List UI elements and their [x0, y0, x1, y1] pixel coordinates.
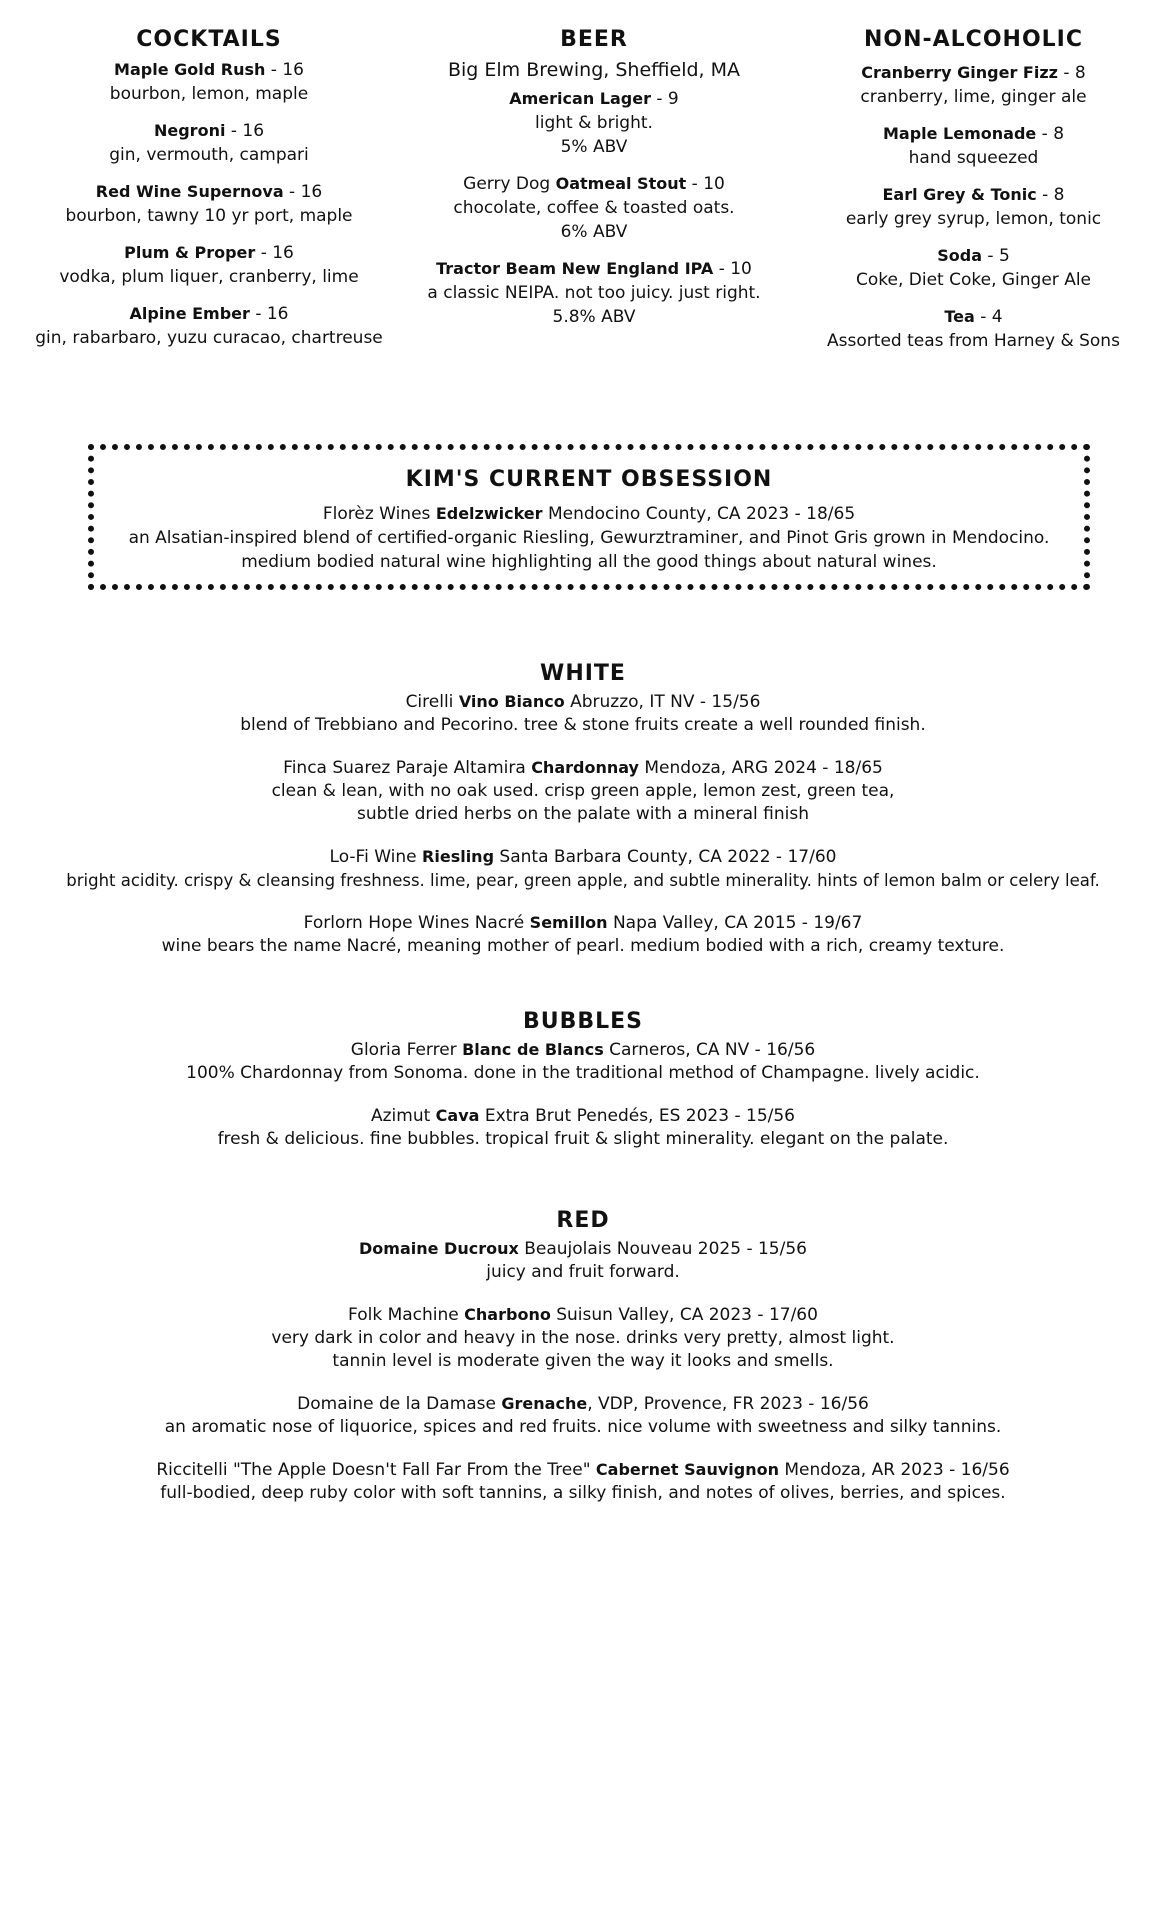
- beer-name: Oatmeal Stout: [555, 174, 687, 193]
- wine-details: Napa Valley, CA 2015 - 19/67: [607, 913, 863, 933]
- beer-desc: a classic NEIPA. not too juicy. just right.: [427, 283, 761, 303]
- cocktail-name: Red Wine Supernova: [95, 182, 284, 201]
- wine-producer: Gloria Ferrer: [350, 1040, 463, 1060]
- cocktail-desc: gin, vermouth, campari: [109, 145, 309, 165]
- drink-item: [786, 122, 1161, 170]
- wine-producer: Domaine de la Damase: [297, 1394, 502, 1414]
- beer-abv: 5% ABV: [560, 137, 628, 157]
- drink-item: [786, 61, 1161, 109]
- wine-name: Chardonnay: [531, 758, 639, 777]
- drink-item: [786, 183, 1161, 231]
- wine-details: Santa Barbara County, CA 2022 - 17/60: [494, 847, 837, 867]
- cocktail-item: [10, 180, 408, 228]
- bubbles-heading: BUBBLES: [522, 1009, 644, 1034]
- beer-name: Tractor Beam New England IPA: [436, 259, 714, 278]
- wine-name: Charbono: [464, 1305, 551, 1324]
- cocktail-price: - 16: [283, 182, 323, 202]
- beer-column: [394, 26, 794, 342]
- beer-abv: 6% ABV: [560, 222, 628, 242]
- feature-wine-title: [94, 502, 1084, 526]
- wine-desc: 100% Chardonnay from Sonoma. done in the traditional method of Champagne. lively acidic.: [186, 1063, 980, 1083]
- wine-details: Extra Brut Penedés, ES 2023 - 15/56: [479, 1106, 795, 1126]
- drink-price: - 8: [1036, 185, 1065, 205]
- wine-producer: Riccitelli "The Apple Doesn't Fall Far From the Tree": [156, 1460, 596, 1480]
- wine-entry: [0, 690, 1166, 737]
- beer-item: [394, 87, 794, 159]
- wine-desc: subtle dried herbs on the palate with a mineral finish: [356, 804, 810, 824]
- feature-producer: Florèz Wines: [322, 504, 436, 524]
- wine-name: Semillon: [529, 913, 608, 932]
- wine-name: Vino Bianco: [458, 692, 565, 711]
- cocktail-desc: vodka, plum liquer, cranberry, lime: [59, 267, 359, 287]
- drink-item: [786, 244, 1161, 292]
- cocktail-item: [10, 302, 408, 350]
- feature-wine-name: Edelzwicker: [435, 504, 543, 523]
- wine-desc: juicy and fruit forward.: [486, 1262, 680, 1282]
- wine-name: Cabernet Sauvignon: [595, 1460, 779, 1479]
- wine-desc: an aromatic nose of liquorice, spices and red fruits. nice volume with sweetness and silky tannins.: [164, 1417, 1002, 1437]
- cocktail-item: [10, 241, 408, 289]
- cocktail-price: - 16: [255, 243, 294, 263]
- beer-abv: 5.8% ABV: [552, 307, 636, 327]
- brewery-name: Big Elm Brewing, Sheffield, MA: [447, 59, 741, 81]
- wine-name: Cava: [435, 1106, 480, 1125]
- wine-details: , VDP, Provence, FR 2023 - 16/56: [587, 1394, 869, 1414]
- beer-prefix: Gerry Dog: [463, 174, 556, 194]
- cocktail-name: Plum & Proper: [124, 243, 256, 262]
- non-alcoholic-heading: NON-ALCOHOLIC: [863, 27, 1083, 52]
- beer-item: [394, 172, 794, 244]
- wine-producer: Finca Suarez Paraje Altamira: [283, 758, 532, 778]
- cocktail-name: Alpine Ember: [129, 304, 250, 323]
- drinks-columns: [0, 26, 1166, 366]
- drink-desc: hand squeezed: [908, 148, 1039, 168]
- wine-entry: [0, 1303, 1166, 1373]
- drink-price: - 4: [974, 307, 1003, 327]
- wine-entry: [0, 1038, 1166, 1085]
- wine-producer: Azimut: [370, 1106, 436, 1126]
- drink-desc: early grey syrup, lemon, tonic: [845, 209, 1102, 229]
- cocktail-price: - 16: [225, 121, 265, 141]
- wine-name: Grenache: [501, 1394, 588, 1413]
- cocktail-price: - 16: [265, 60, 304, 80]
- beer-price: - 9: [650, 89, 679, 109]
- wine-details: Abruzzo, IT NV - 15/56: [564, 692, 761, 712]
- cocktail-item: [10, 58, 408, 106]
- wine-name: Blanc de Blancs: [462, 1040, 604, 1059]
- wine-details: Carneros, CA NV - 16/56: [603, 1040, 816, 1060]
- drink-name: Maple Lemonade: [882, 124, 1037, 143]
- wine-producer: Folk Machine: [348, 1305, 465, 1325]
- wine-details: Mendoza, AR 2023 - 16/56: [778, 1460, 1010, 1480]
- drink-price: - 5: [982, 246, 1010, 266]
- cocktail-desc: bourbon, tawny 10 yr port, maple: [65, 206, 353, 226]
- wine-name: Riesling: [422, 847, 495, 866]
- wine-desc: wine bears the name Nacré, meaning mother of pearl. medium bodied with a rich, creamy texture.: [161, 936, 1005, 956]
- cocktail-item: [10, 119, 408, 167]
- wine-entry: [0, 845, 1166, 892]
- drink-desc: cranberry, lime, ginger ale: [860, 87, 1087, 107]
- drink-name: Cranberry Ginger Fizz: [861, 63, 1058, 82]
- wine-desc: clean & lean, with no oak used. crisp green apple, lemon zest, green tea,: [271, 781, 895, 801]
- wine-details: Beaujolais Nouveau 2025 - 15/56: [518, 1239, 807, 1259]
- drink-desc: Coke, Diet Coke, Ginger Ale: [855, 270, 1092, 290]
- wine-details: Suisun Valley, CA 2023 - 17/60: [550, 1305, 818, 1325]
- wine-desc: tannin level is moderate given the way it looks and smells.: [332, 1351, 834, 1371]
- red-heading: RED: [556, 1208, 610, 1233]
- drink-name: Tea: [944, 307, 975, 326]
- wine-details: Mendoza, ARG 2024 - 18/65: [638, 758, 883, 778]
- drink-item: [786, 305, 1161, 353]
- wine-entry: [0, 756, 1166, 826]
- featured-wine-box: [88, 444, 1090, 590]
- beer-desc: light & bright.: [535, 113, 653, 133]
- wine-desc: bright acidity. crispy & cleansing freshness. lime, pear, green apple, and subtle minerality. hints of lemon balm or celery leaf.: [66, 871, 1100, 890]
- feature-desc: an Alsatian-inspired blend of certified-organic Riesling, Gewurztraminer, and Pinot Gris grown in Mendocino.: [128, 528, 1050, 548]
- wine-producer: Cirelli: [405, 692, 459, 712]
- beer-price: - 10: [713, 259, 752, 279]
- wine-producer: Lo-Fi Wine: [329, 847, 423, 867]
- non-alcoholic-column: [786, 26, 1161, 366]
- drink-price: - 8: [1057, 63, 1086, 83]
- feature-desc: medium bodied natural wine highlighting all the good things about natural wines.: [241, 552, 937, 572]
- wine-producer: Forlorn Hope Wines Nacré: [303, 913, 530, 933]
- cocktail-name: Maple Gold Rush: [114, 60, 266, 79]
- wine-desc: fresh & delicious. fine bubbles. tropical fruit & slight minerality. elegant on the palate.: [217, 1129, 949, 1149]
- feature-wine-details: Mendocino County, CA 2023 - 18/65: [542, 504, 856, 524]
- beer-price: - 10: [686, 174, 725, 194]
- wine-entry: [0, 1392, 1166, 1439]
- wine-name: Domaine Ducroux: [359, 1239, 519, 1258]
- white-wine-section: [0, 660, 1166, 977]
- cocktails-column: [10, 26, 408, 363]
- wine-entry: [0, 1104, 1166, 1151]
- red-wine-section: [0, 1207, 1166, 1524]
- beer-heading: BEER: [560, 27, 628, 52]
- drink-price: - 8: [1036, 124, 1065, 144]
- feature-heading: KIM'S CURRENT OBSESSION: [405, 467, 773, 492]
- bubbles-section: [0, 1008, 1166, 1170]
- beer-item: [394, 257, 794, 329]
- wine-desc: full-bodied, deep ruby color with soft tannins, a silky finish, and notes of olives, berries, and spices.: [160, 1483, 1006, 1503]
- wine-entry: [0, 911, 1166, 958]
- cocktail-name: Negroni: [153, 121, 226, 140]
- cocktail-price: - 16: [249, 304, 289, 324]
- drink-name: Soda: [937, 246, 982, 265]
- cocktails-heading: COCKTAILS: [136, 27, 282, 52]
- wine-desc: blend of Trebbiano and Pecorino. tree & stone fruits create a well rounded finish.: [240, 715, 926, 735]
- wine-entry: [0, 1458, 1166, 1505]
- drink-name: Earl Grey & Tonic: [882, 185, 1037, 204]
- wine-desc: very dark in color and heavy in the nose. drinks very pretty, almost light.: [271, 1328, 895, 1348]
- beer-name: American Lager: [509, 89, 651, 108]
- cocktail-desc: gin, rabarbaro, yuzu curacao, chartreuse: [35, 328, 383, 348]
- wine-entry: [0, 1237, 1166, 1284]
- white-heading: WHITE: [540, 661, 626, 686]
- drink-desc: Assorted teas from Harney & Sons: [827, 331, 1120, 351]
- beer-desc: chocolate, coffee & toasted oats.: [453, 198, 735, 218]
- cocktail-desc: bourbon, lemon, maple: [109, 84, 309, 104]
